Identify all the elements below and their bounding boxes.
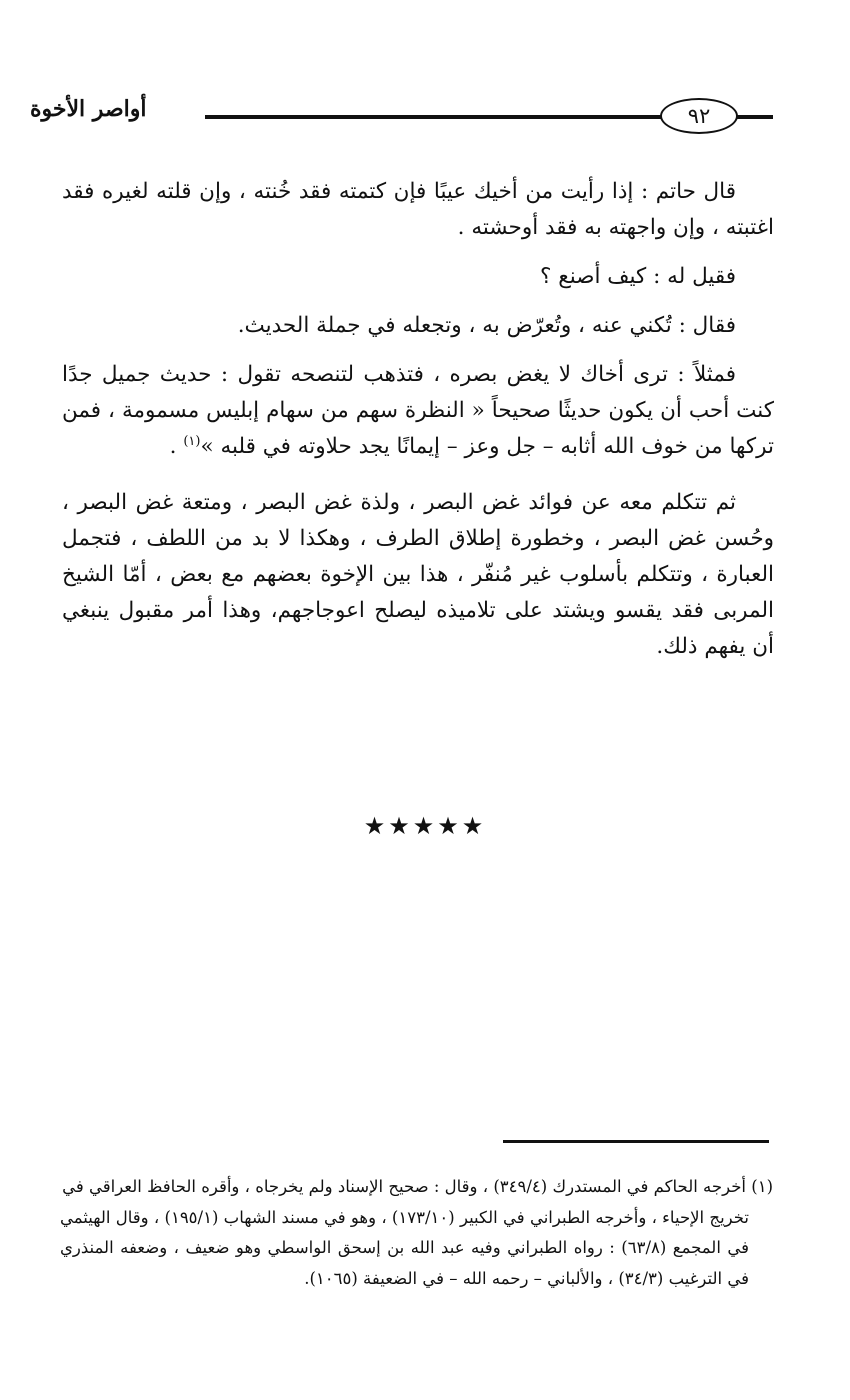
paragraph-example-text: فمثلاً : ترى أخاك لا يغض بصره ، فتذهب لتنصحه تقول : حديث جميل جدًا كنت أحب أن يكون حديثًا صحيحاً « النظرة سهم من سهام إبليس مسمومة ، فمن تركها من خوف الله أثابه – جل وعز – إيمانًا يجد حلاوته في قلبه »: [62, 362, 774, 459]
header-rule-end: [737, 115, 773, 119]
footnotes: [60, 1172, 773, 1294]
paragraph-example: [62, 357, 774, 465]
page-number-oval: [660, 98, 738, 134]
paragraph-conclusion: ثم تتكلم معه عن فوائد غض البصر ، ولذة غض البصر ، ومتعة غض البصر ، وحُسن غض البصر ، وخطورة إطلاق الطرف ، وهكذا لا بد من اللطف ، فتجمل العبارة ، وتتكلم بأسلوب غير مُنفّر ، هذا بين الإخوة بعضهم مع بعض ، أمّا الشيخ المربى فقد يقسو ويشتد على تلاميذه ليصلح اعوجاجهم، وهذا أمر مقبول ينبغي أن يفهم ذلك.: [62, 490, 774, 659]
page-header: [0, 92, 850, 142]
paragraph-example-end: .: [169, 434, 184, 459]
body-text: [62, 174, 774, 678]
paragraph-answer: فقال : تُكني عنه ، وتُعرّض به ، وتجعله في جملة الحديث.: [237, 313, 736, 338]
paragraph-hatim: قال حاتم : إذا رأيت من أخيك عيبًا فإن كتمته فقد خُنته ، وإن قلته لغيره فقد اغتبته ، وإن واجهته به فقد أوحشته .: [62, 179, 774, 240]
footnote-1-continued: تخريج الإحياء ، وأخرجه الطبراني في الكبير (١٧٣/١٠) ، وهو في مسند الشهاب (١٩٥/١) ، وقال الهيثمي في المجمع (٦٣/٨) : رواه الطبراني وفيه عبد الله بن إسحق الواسطي وهو ضعيف ، وضعفه المنذري في الترغيب (٣٤/٣) ، والألباني – رحمه الله – في الضعيفة (١٠٦٥).: [60, 1207, 750, 1288]
running-title: أواصر الأخوة: [30, 96, 147, 122]
footnote-rule: [503, 1140, 769, 1143]
header-rule: [205, 115, 663, 119]
paragraph-question: فقيل له : كيف أصنع ؟: [540, 264, 736, 289]
page-number: ٩٢: [687, 103, 711, 128]
section-separator-stars: ★★★★★: [363, 812, 487, 840]
footnote-1: (١) أخرجه الحاكم في المستدرك (٣٤٩/٤) ، وقال : صحيح الإسناد ولم يخرجاه ، وأقره الحافظ العراقي في: [62, 1177, 773, 1196]
footnote-reference: (١): [183, 433, 201, 449]
